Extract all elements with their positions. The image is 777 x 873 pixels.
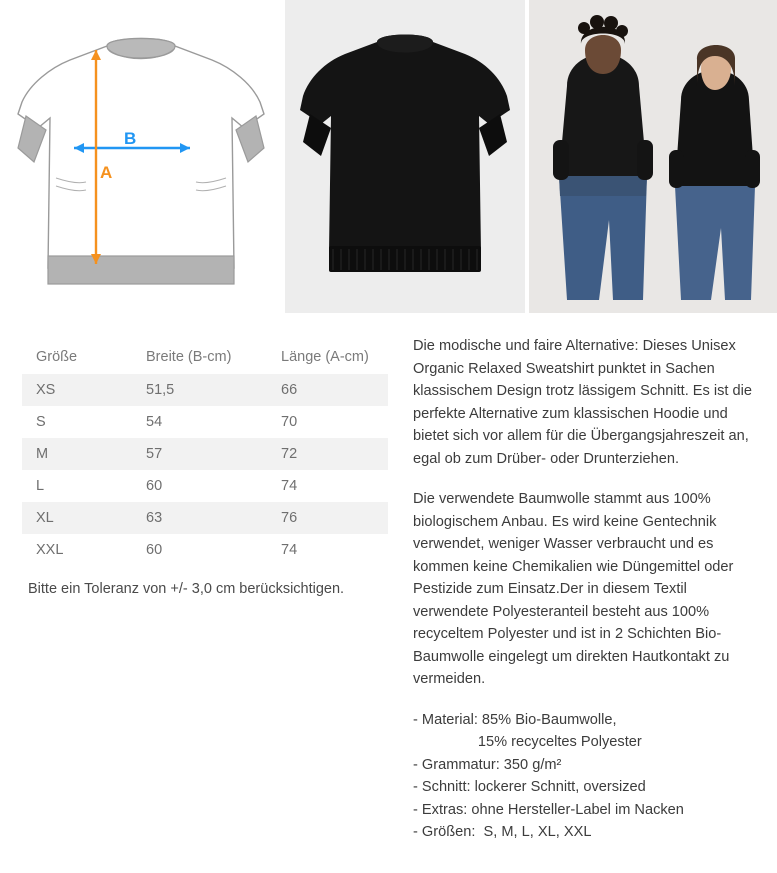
cell-length: 72 <box>267 438 388 470</box>
sweatshirt-flat-icon <box>297 24 513 290</box>
cell-width: 60 <box>132 470 267 502</box>
cell-length: 76 <box>267 502 388 534</box>
cell-length: 66 <box>267 374 388 406</box>
table-row <box>22 470 388 502</box>
tolerance-note: Bitte ein Toleranz von +/- 3,0 cm berücksichtigen. <box>28 581 345 597</box>
product-description <box>413 335 758 844</box>
length-label-a: A <box>100 163 113 182</box>
cell-width: 63 <box>132 502 267 534</box>
table-row <box>22 406 388 438</box>
cell-size: XXL <box>22 534 132 566</box>
cell-length: 74 <box>267 470 388 502</box>
cell-width: 57 <box>132 438 267 470</box>
width-label-b: B <box>124 129 137 148</box>
table-row <box>22 374 388 406</box>
gallery-image-technical-drawing[interactable] <box>0 0 281 313</box>
table-row <box>22 438 388 470</box>
column-header-length: Länge (A-cm) <box>267 340 388 374</box>
table-row <box>22 502 388 534</box>
cell-size: L <box>22 470 132 502</box>
table-row <box>22 534 388 566</box>
product-details-section <box>0 313 777 873</box>
spec-material: - Material: 85% Bio-Baumwolle, <box>413 711 617 728</box>
product-spec-list <box>413 709 758 844</box>
cell-size: XL <box>22 502 132 534</box>
product-image-gallery <box>0 0 777 313</box>
cell-size: XS <box>22 374 132 406</box>
description-paragraph-1: Die modische und faire Alternative: Dieses Unisex Organic Relaxed Sweatshirt punktet in Sachen klassischem Design trotz lässigem Schnitt. Es ist die perfekte Alternative zum klassischen Hoodie und bietet sich vor allem für die Übergangsjahreszeit an, egal ob zum Drüber- oder Drunterziehen. <box>413 338 753 467</box>
gallery-image-models[interactable] <box>529 0 777 313</box>
models-photo-icon <box>529 0 777 313</box>
cell-width: 51,5 <box>132 374 267 406</box>
table-header-row <box>22 340 388 374</box>
column-header-width: Breite (B-cm) <box>132 340 267 374</box>
spec-material-2: 15% recyceltes Polyester <box>413 734 642 750</box>
spec-extras: - Extras: ohne Hersteller-Label im Nacken <box>413 801 684 818</box>
technical-drawing-icon <box>12 18 270 298</box>
cell-length: 74 <box>267 534 388 566</box>
cell-size: M <box>22 438 132 470</box>
spec-grammatur: - Grammatur: 350 g/m² <box>413 756 562 773</box>
cell-width: 54 <box>132 406 267 438</box>
column-header-size: Größe <box>22 340 132 374</box>
cell-length: 70 <box>267 406 388 438</box>
cell-width: 60 <box>132 534 267 566</box>
cell-size: S <box>22 406 132 438</box>
spec-schnitt: - Schnitt: lockerer Schnitt, oversized <box>413 779 646 795</box>
gallery-image-product-flat[interactable] <box>285 0 525 313</box>
description-paragraph-2: Die verwendete Baumwolle stammt aus 100% biologischem Anbau. Es wird keine Gentechnik verwendet, weniger Wasser verbraucht und es kommen keine Chemikalien wie Düngemittel oder Pestizide zum Einsatz.Der in diesem Textil verwendete Polyesteranteil besteht aus 100% recyceltem Polyester und ist in 2 Schichten Bio-Baumwolle eingelegt um direkten Hautkontakt zu vermeiden. <box>413 491 734 687</box>
spec-groessen: - Größen: S, M, L, XL, XXL <box>413 824 592 840</box>
size-chart-table <box>22 340 388 566</box>
